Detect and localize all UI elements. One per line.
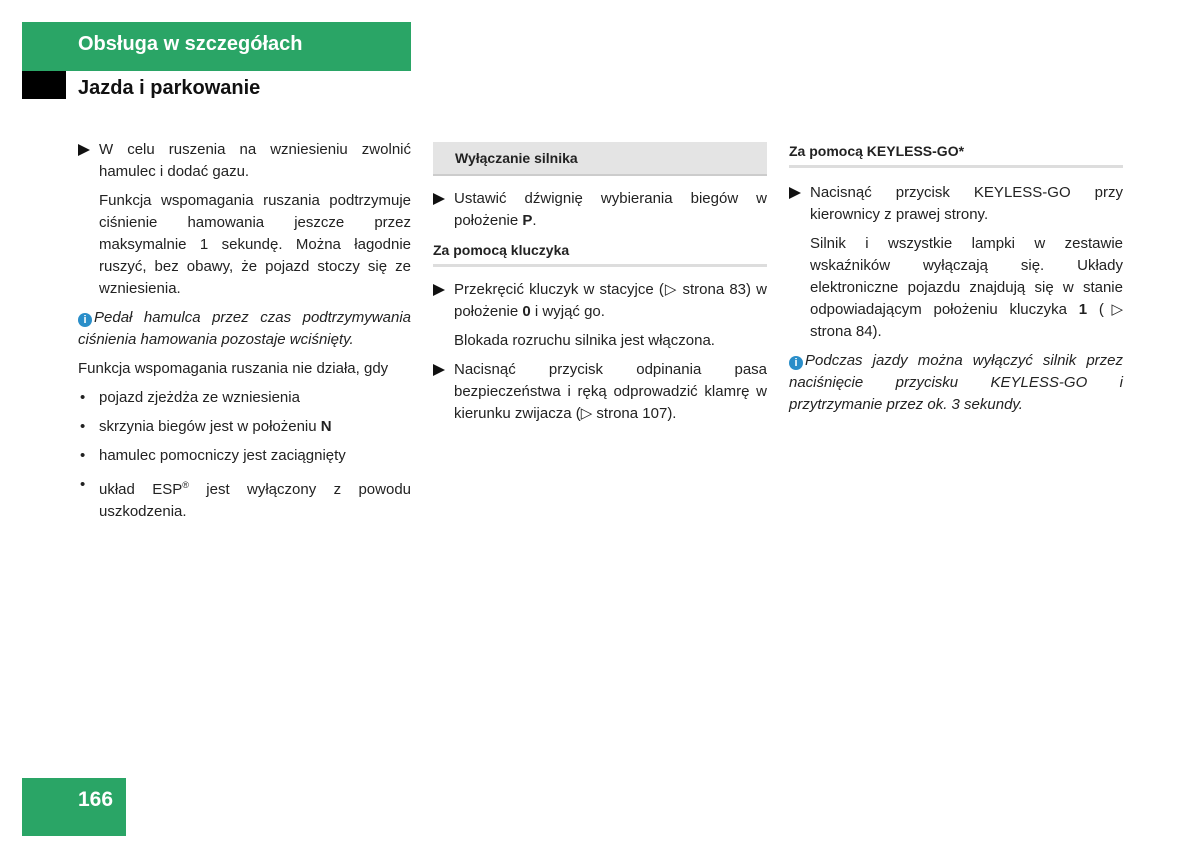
column-2 bbox=[433, 142, 767, 432]
step bbox=[789, 182, 1123, 226]
step-text: ) w położenie bbox=[454, 281, 768, 320]
bullet-item bbox=[78, 387, 411, 409]
subheading: Za pomocą KEYLESS-GO* bbox=[789, 140, 1123, 168]
bullet-icon: • bbox=[80, 389, 86, 406]
step-text: Nacisnąć przycisk odpinania pasa bezpieczeństwa i ręką odprowadzić klamrę w kierunku zwijacza ( bbox=[454, 361, 767, 422]
paragraph: Blokada rozruchu silnika jest włączona. bbox=[454, 332, 715, 349]
step-text: W celu ruszenia na wzniesieniu zwolnić hamulec i dodać gazu. bbox=[99, 141, 411, 180]
info-icon: i bbox=[789, 356, 803, 370]
step bbox=[433, 188, 767, 232]
step-text: . bbox=[532, 212, 537, 229]
page-number: 166 bbox=[78, 788, 114, 811]
step-text: Przekręcić kluczyk w stacyjce ( bbox=[454, 281, 664, 298]
paragraph: Funkcja wspomagania ruszania nie działa, gdy bbox=[78, 360, 389, 377]
step-bold: 0 bbox=[522, 303, 531, 320]
paragraph-text: Silnik i wszystkie lampki w zestawie wskaźników wyłączają się. Układy elektroniczne pojazdu znajdują się w stanie odpowiadającym położeniu kluczyka bbox=[810, 235, 1123, 318]
step bbox=[78, 139, 411, 183]
column-3 bbox=[789, 140, 1123, 423]
bullet-icon: • bbox=[80, 476, 86, 493]
paragraph-text: ( bbox=[1087, 301, 1104, 318]
paragraph bbox=[789, 233, 1123, 343]
info-icon: i bbox=[78, 313, 92, 327]
step-arrow-icon bbox=[433, 284, 445, 296]
paragraph: Funkcja wspomagania ruszania podtrzymuje ciśnienie hamowania jeszcze przez maksymalnie 1 sekundę. Można łagodnie ruszyć, bez obawy, że pojazd stoczy się ze wzniesienia. bbox=[99, 192, 411, 297]
bullet-item bbox=[78, 416, 411, 438]
step-arrow-icon bbox=[433, 364, 445, 376]
info-text: Pedał hamulca przez czas podtrzymywania ciśnienia hamowania pozostaje wciśnięty. bbox=[78, 309, 411, 348]
page-reference[interactable]: ▷ strona 83 bbox=[663, 281, 747, 298]
step-arrow-icon bbox=[78, 144, 90, 156]
step-text: Ustawić dźwignię wybierania biegów w położenie bbox=[454, 190, 767, 229]
subheading: Za pomocą kluczyka bbox=[433, 239, 767, 267]
chapter-title: Obsługa w szczegółach bbox=[78, 33, 303, 55]
step-arrow-icon bbox=[433, 193, 445, 205]
bullet-text: układ ESP bbox=[99, 481, 183, 498]
step-text: ). bbox=[667, 405, 677, 422]
bullet-text: jest wyłączony z powodu uszkodzenia. bbox=[99, 481, 412, 520]
step-text: i wyjąć go. bbox=[530, 303, 605, 320]
registered-mark: ® bbox=[182, 480, 189, 490]
column-1 bbox=[78, 139, 411, 530]
step bbox=[433, 359, 767, 425]
bullet-icon: • bbox=[80, 447, 86, 464]
section-title: Jazda i parkowanie bbox=[78, 77, 261, 99]
bullet-bold: N bbox=[320, 418, 332, 435]
info-note bbox=[789, 350, 1123, 416]
bullet-item bbox=[78, 445, 411, 467]
info-text: Podczas jazdy można wyłączyć silnik przez naciśnięcie przycisku KEYLESS-GO i przytrzymanie przez ok. 3 sekundy. bbox=[789, 352, 1123, 413]
step-text: Nacisnąć przycisk KEYLESS-GO przy kierownicy z prawej strony. bbox=[810, 184, 1123, 223]
step-arrow-icon bbox=[789, 187, 801, 199]
paragraph-bold: 1 bbox=[1078, 301, 1088, 318]
info-note bbox=[78, 307, 411, 351]
bullet-text: skrzynia biegów jest w położeniu bbox=[99, 418, 321, 435]
page-reference[interactable]: ▷ strona 84 bbox=[810, 301, 1123, 340]
section-box-title: Wyłączanie silnika bbox=[433, 142, 767, 176]
page-reference[interactable]: ▷ strona 107 bbox=[580, 405, 668, 422]
bullet-item bbox=[78, 474, 411, 523]
section-marker bbox=[22, 71, 66, 99]
bullet-text: pojazd zjeżdża ze wzniesienia bbox=[99, 389, 300, 406]
bullet-icon: • bbox=[80, 418, 86, 435]
paragraph-text: ). bbox=[872, 323, 882, 340]
bullet-text: hamulec pomocniczy jest zaciągnięty bbox=[99, 447, 346, 464]
step bbox=[433, 279, 767, 323]
step-bold: P bbox=[522, 212, 533, 229]
